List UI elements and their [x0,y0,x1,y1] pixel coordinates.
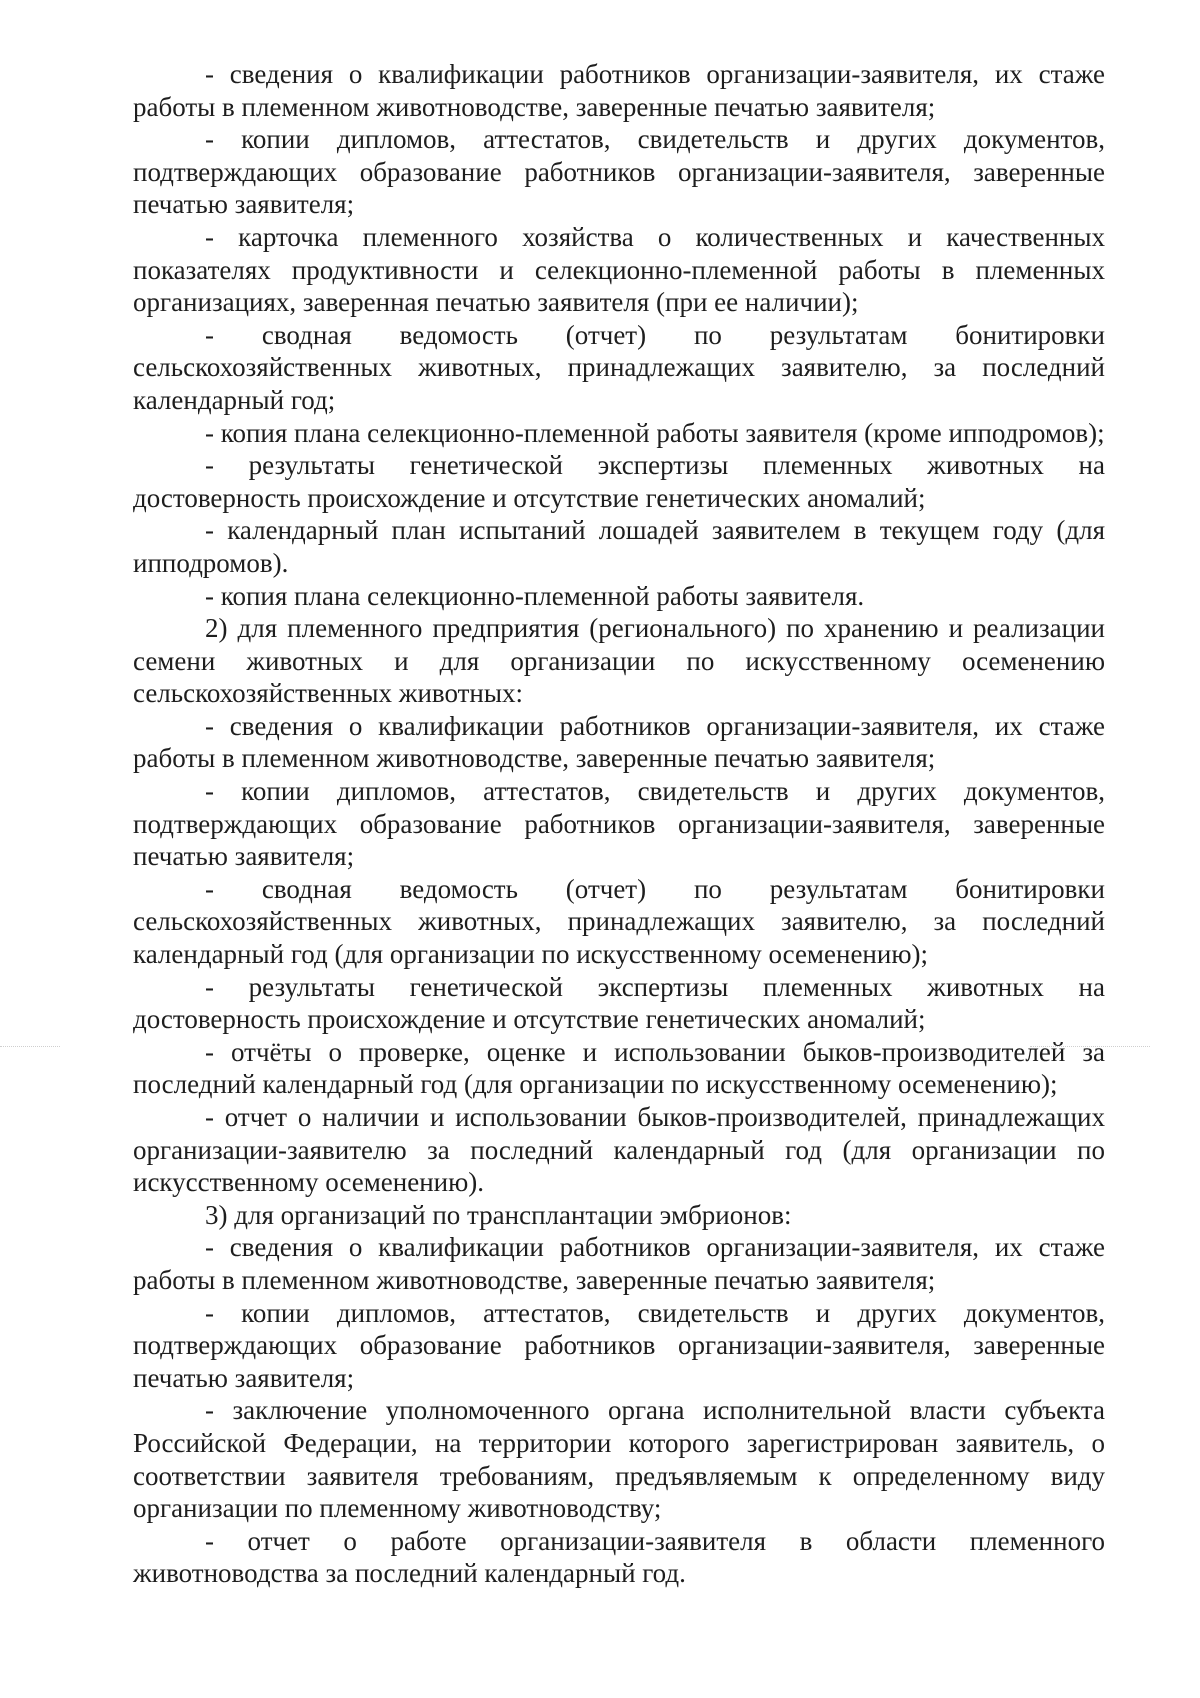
list-item-diploma-copies: - копии дипломов, аттестатов, свидетельств и других документов, подтверждающих образование работников организации-заявителя, заверенные печатью заявителя; [133,1297,1105,1393]
scan-artifact-right [1030,1046,1150,1048]
list-item-bull-availability-report: - отчет о наличии и использовании быков-производителей, принадлежащих организации-заявителю за последний календарный год (для организации по искусственному осеменению). [133,1102,1105,1198]
list-item-annual-work-report: - отчет о работе организации-заявителя в области племенного животноводства за последний календарный год. [133,1525,1105,1589]
list-item-horse-test-plan: - календарный план испытаний лошадей заявителем в текущем году (для ипподромов). [133,515,1105,578]
list-item-breeding-plan-copy-2: - копия плана селекционно-племенной работы заявителя. [205,580,865,611]
list-item-authority-conclusion: - заключение уполномоченного органа исполнительной власти субъекта Российской Федерации, на территории которого зарегистрирован заявитель, о соответствии заявителя требованиям, предъявляемым к определенному виду организации по племенному животноводству; [133,1395,1105,1524]
document-page [133,58,1105,1590]
section-3-heading: 3) для организаций по трансплантации эмбрионов: [205,1199,792,1230]
list-item-bull-reports: - отчёты о проверке, оценке и использовании быков-производителей за последний календарный год (для организации по искусственному осеменению); [133,1036,1105,1100]
scan-artifact-left [0,1046,60,1048]
list-item-diploma-copies: - копии дипломов, аттестатов, свидетельств и других документов, подтверждающих образование работников организации-заявителя, заверенные печатью заявителя; [133,124,1105,220]
list-item-breeding-plan-copy: - копия плана селекционно-племенной работы заявителя (кроме ипподромов); [205,417,1105,448]
list-item-summary-sheet: - сводная ведомость (отчет) по результатам бонитировки сельскохозяйственных животных, принадлежащих заявителю, за последний календарный год; [133,319,1105,415]
list-item-genetic-expertise: - результаты генетической экспертизы племенных животных на достоверность происхождение и отсутствие генетических аномалий; [133,971,1105,1035]
list-item-qualification-info: - сведения о квалификации работников организации-заявителя, их стаже работы в племенном животноводстве, заверенные печатью заявителя; [133,59,1105,122]
list-item-qualification-info: - сведения о квалификации работников организации-заявителя, их стаже работы в племенном животноводстве, заверенные печатью заявителя; [133,710,1105,774]
section-2-heading: 2) для племенного предприятия (регионального) по хранению и реализации семени животных и для организации по искусственному осеменению сельскохозяйственных животных: [133,613,1105,709]
list-item-diploma-copies: - копии дипломов, аттестатов, свидетельств и других документов, подтверждающих образование работников организации-заявителя, заверенные печатью заявителя; [133,776,1105,872]
list-item-qualification-info: - сведения о квалификации работников организации-заявителя, их стаже работы в племенном животноводстве, заверенные печатью заявителя; [133,1232,1105,1295]
list-item-breeding-farm-card: - карточка племенного хозяйства о количественных и качественных показателях продуктивности и селекционно-племенной работы в племенных организациях, заверенная печатью заявителя (при ее наличии); [133,221,1105,318]
list-item-summary-sheet: - сводная ведомость (отчет) по результатам бонитировки сельскохозяйственных животных, принадлежащих заявителю, за последний календарный год (для организации по искусственному осеменению); [133,873,1105,970]
list-item-genetic-expertise: - результаты генетической экспертизы племенных животных на достоверность происхождение и отсутствие генетических аномалий; [133,450,1105,513]
